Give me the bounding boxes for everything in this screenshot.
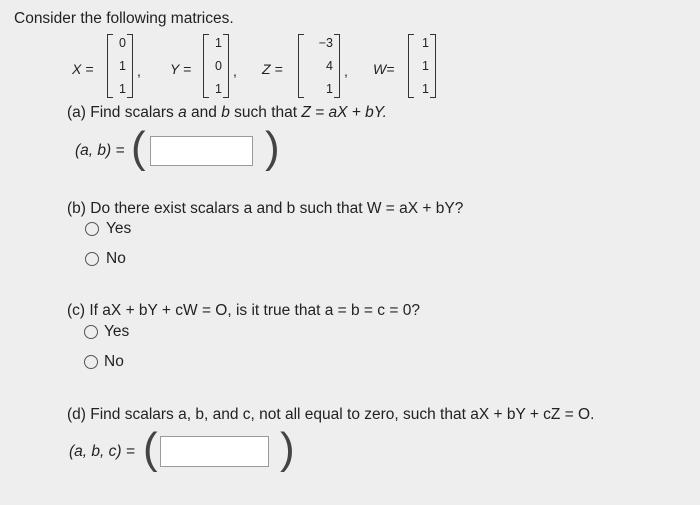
matrix-w — [408, 34, 436, 98]
part-c-yes-label[interactable]: Yes — [104, 323, 130, 340]
matrix-z-entry: −3 — [318, 36, 333, 50]
matrix-y-label: Y = — [170, 61, 192, 77]
matrix-w-label: W= — [373, 61, 395, 77]
part-a-prompt-text: (a) Find scalars — [67, 104, 179, 121]
part-a-such: such that — [229, 104, 302, 121]
matrix-y-entry: 0 — [215, 59, 222, 73]
part-c-no-label[interactable]: No — [104, 353, 124, 370]
matrix-z-comma: , — [344, 63, 348, 79]
matrix-y-comma: , — [233, 63, 237, 79]
part-a-prompt — [67, 104, 387, 122]
matrix-y-entry: 1 — [215, 82, 222, 96]
part-b-no-radio[interactable] — [85, 252, 99, 266]
part-b-prompt: (b) Do there exist scalars a and b such that W = aX + bY? — [67, 200, 464, 217]
matrix-y-entry: 1 — [215, 36, 222, 50]
matrix-y — [203, 34, 229, 98]
part-a-and: and — [186, 104, 222, 121]
matrix-z — [298, 34, 340, 98]
part-a-open-paren: ( — [131, 123, 146, 172]
matrix-w-entry: 1 — [422, 59, 429, 73]
part-d-close-paren: ) — [280, 424, 295, 473]
matrix-w-entry: 1 — [422, 82, 429, 96]
part-b-yes-radio[interactable] — [85, 222, 99, 236]
part-a-close-paren: ) — [265, 123, 280, 172]
matrix-z-label: Z = — [262, 61, 283, 77]
matrix-x-label: X = — [72, 61, 94, 77]
part-d-answer-input[interactable] — [160, 436, 269, 467]
part-d-open-paren: ( — [143, 424, 158, 473]
matrix-x-entry: 1 — [119, 59, 126, 73]
matrix-w-entry: 1 — [422, 36, 429, 50]
matrix-x-comma: , — [137, 63, 141, 79]
part-d-answer-label: (a, b, c) = — [69, 443, 135, 460]
part-a-var-b: b — [221, 104, 230, 121]
part-a-answer-label: (a, b) = — [75, 142, 125, 159]
matrix-x-entry: 0 — [119, 36, 126, 50]
intro-text: Consider the following matrices. — [14, 10, 234, 27]
part-c-no-radio[interactable] — [84, 355, 98, 369]
matrix-z-entry: 4 — [326, 59, 333, 73]
part-a-answer-input[interactable] — [150, 136, 253, 166]
matrix-x — [107, 34, 133, 98]
part-c-yes-radio[interactable] — [84, 325, 98, 339]
matrix-x-entry: 1 — [119, 82, 126, 96]
part-b-no-label[interactable]: No — [106, 250, 126, 267]
part-a-var-a: a — [178, 104, 187, 121]
part-c-prompt: (c) If aX + bY + cW = O, is it true that a = b = c = 0? — [67, 302, 420, 319]
matrix-z-entry: 1 — [326, 82, 333, 96]
part-d-prompt: (d) Find scalars a, b, and c, not all equal to zero, such that aX + bY + cZ = O. — [67, 406, 595, 423]
part-b-yes-label[interactable]: Yes — [106, 220, 132, 237]
part-a-equation: Z = aX + bY. — [301, 104, 387, 121]
